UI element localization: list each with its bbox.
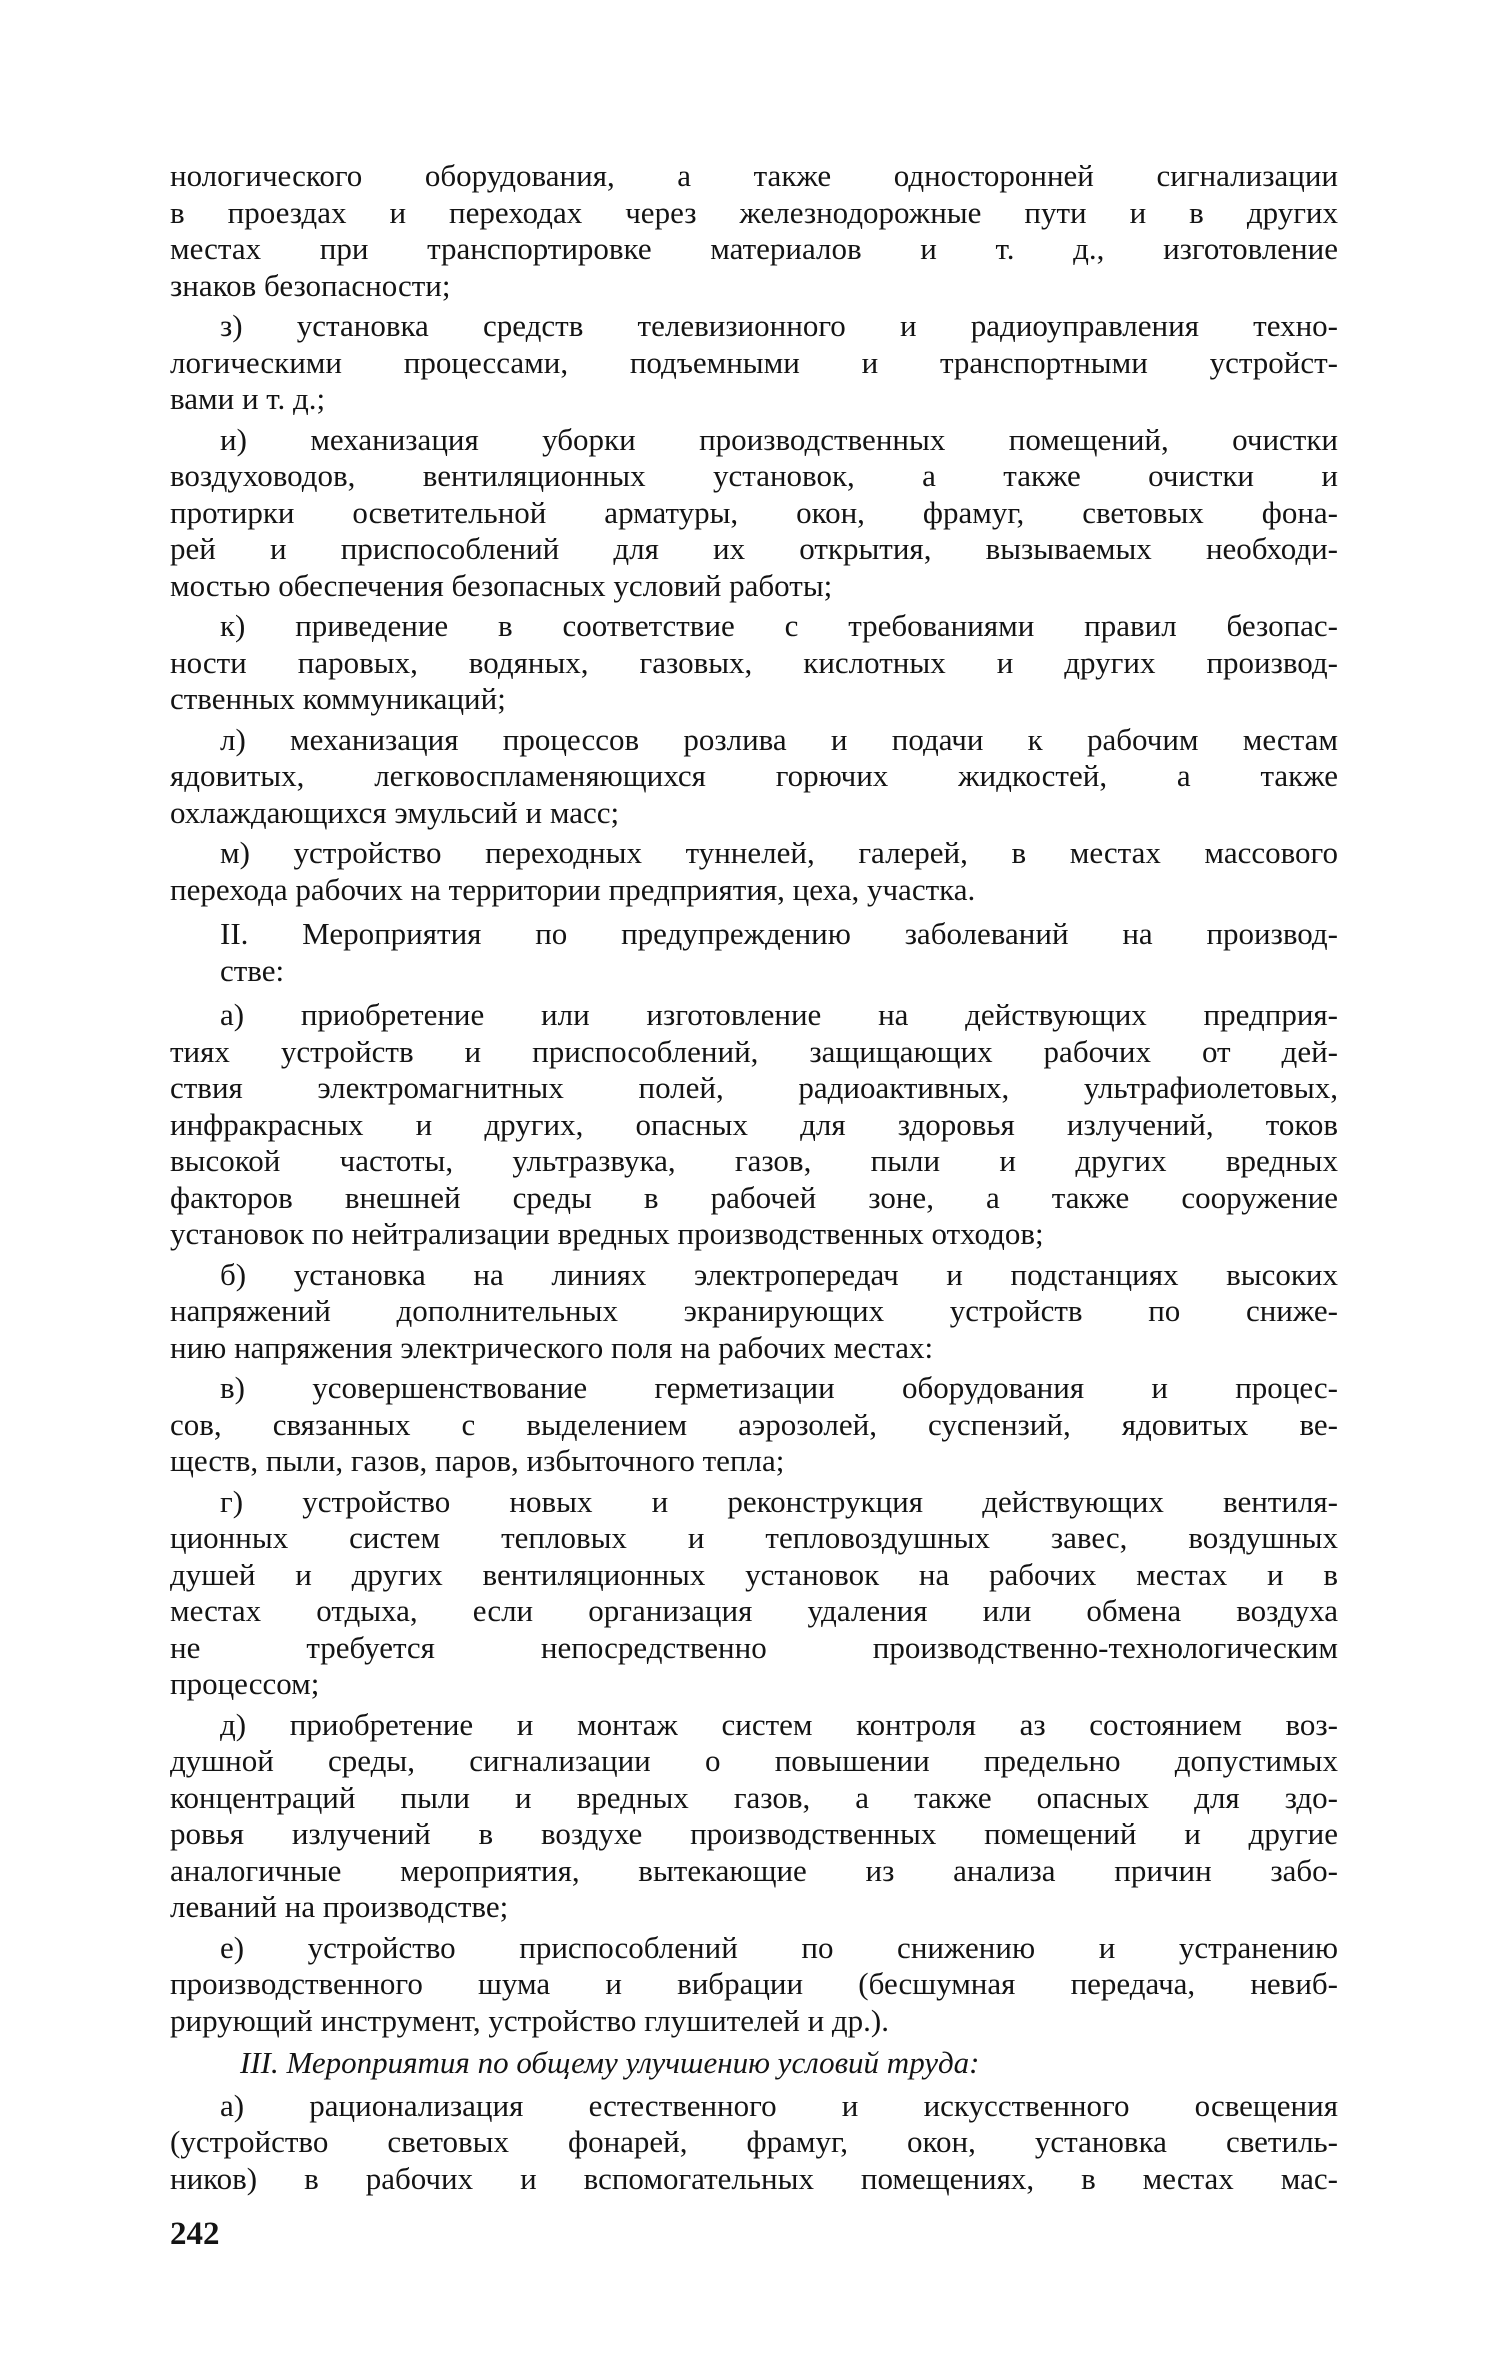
text-line: не требуется непосредственно производственно-технологическим — [170, 1629, 1338, 1665]
list-item-k — [170, 608, 1338, 718]
text-line: сов, связанных с выделением аэрозолей, суспензий, ядовитых ве- — [170, 1406, 1338, 1442]
text-line: ровья излучений в воздухе производственных помещений и другие — [170, 1816, 1338, 1851]
heading-line: II. Мероприятия по предупреждению заболеваний на производ- — [220, 916, 1338, 951]
text-line: л) механизация процессов розлива и подачи к рабочим местам — [220, 721, 1338, 757]
text-line: тиях устройств и приспособлений, защищающих рабочих от дей- — [170, 1033, 1338, 1069]
text-line: установок по нейтрализации вредных производственных отходов; — [170, 1216, 1044, 1251]
text-line: вами и т. д.; — [170, 381, 326, 416]
text-line: и) механизация уборки производственных помещений, очистки — [220, 421, 1338, 457]
list-item-i — [170, 422, 1338, 605]
paragraph-continued — [170, 158, 1338, 304]
list-item-g — [170, 1484, 1338, 1703]
text-line: рей и приспособлений для их открытия, вызываемых необходи- — [170, 531, 1338, 566]
text-line: знаков безопасности; — [170, 267, 451, 303]
text-line: ности паровых, водяных, газовых, кислотных и других производ- — [170, 644, 1338, 680]
text-line: охлаждающихся эмульсий и масс; — [170, 794, 620, 830]
text-line: нию напряжения электрического поля на рабочих местах: — [170, 1329, 934, 1365]
text-line: протирки осветительной арматуры, окон, фрамуг, световых фона- — [170, 494, 1338, 530]
text-line: логическими процессами, подъемными и транспортными устройст- — [170, 344, 1338, 380]
heading-line: стве: — [220, 952, 285, 988]
section-heading-iii — [170, 2045, 1338, 2082]
text-line: рирующий инструмент, устройство глушителей и др.). — [170, 2002, 890, 2038]
text-line: местах при транспортировке материалов и т. д., изготовление — [170, 231, 1338, 266]
text-line: ществ, пыли, газов, паров, избыточного тепла; — [170, 1443, 785, 1478]
list-item-d — [170, 1707, 1338, 1926]
list-item-m — [170, 835, 1338, 908]
text-line: мостью обеспечения безопасных условий работы; — [170, 567, 833, 603]
text-line: а) приобретение или изготовление на действующих предприя- — [220, 997, 1338, 1032]
text-line: (устройство световых фонарей, фрамуг, окон, установка светиль- — [170, 2124, 1338, 2159]
heading-line: III. Мероприятия по общему улучшению условий труда: — [240, 2045, 980, 2080]
text-line: д) приобретение и монтаж систем контроля аз состоянием воз- — [220, 1706, 1338, 1742]
text-line: ствия электромагнитных полей, радиоактивных, ультрафиолетовых, — [170, 1070, 1338, 1105]
text-line: инфракрасных и других, опасных для здоровья излучений, токов — [170, 1106, 1338, 1142]
text-line: высокой частоты, ультразвука, газов, пыли и других вредных — [170, 1143, 1338, 1178]
text-line: в проездах и переходах через железнодорожные пути и в других — [170, 194, 1338, 230]
text-line: е) устройство приспособлений по снижению и устранению — [220, 1929, 1338, 1965]
text-line: з) установка средств телевизионного и радиоуправления техно- — [220, 308, 1338, 343]
text-line: ционных систем тепловых и тепловоздушных завес, воздушных — [170, 1520, 1338, 1555]
list-item-a — [170, 997, 1338, 1253]
text-line: в) усовершенствование герметизации оборудования и процес- — [220, 1370, 1338, 1405]
list-item-a-iii — [170, 2088, 1338, 2198]
text-line: м) устройство переходных туннелей, галерей, в местах массового — [220, 835, 1338, 870]
text-line: факторов внешней среды в рабочей зоне, а также сооружение — [170, 1179, 1338, 1215]
text-line: аналогичные мероприятия, вытекающие из анализа причин забо- — [170, 1852, 1338, 1888]
text-line: душной среды, сигнализации о повышении предельно допустимых — [170, 1743, 1338, 1778]
text-line: местах отдыха, если организация удаления или обмена воздуха — [170, 1593, 1338, 1628]
text-line: воздуховодов, вентиляционных установок, а также очистки и — [170, 458, 1338, 493]
text-line: нологического оборудования, а также односторонней сигнализации — [170, 158, 1338, 193]
list-item-v — [170, 1370, 1338, 1480]
text-line: напряжений дополнительных экранирующих устройств по сниже- — [170, 1293, 1338, 1328]
text-line: ников) в рабочих и вспомогательных помещениях, в местах мас- — [170, 2160, 1338, 2196]
document-page — [170, 158, 1338, 2201]
page-number: 242 — [170, 2216, 220, 2252]
text-line: а) рационализация естественного и искусственного освещения — [220, 2087, 1338, 2123]
text-line: г) устройство новых и реконструкция действующих вентиля- — [220, 1483, 1338, 1519]
text-line: процессом; — [170, 1666, 320, 1701]
list-item-b — [170, 1257, 1338, 1367]
text-line: перехода рабочих на территории предприятия, цеха, участка. — [170, 871, 976, 907]
text-line: леваний на производстве; — [170, 1889, 509, 1924]
list-item-e — [170, 1930, 1338, 2040]
text-line: к) приведение в соответствие с требованиями правил безопас- — [220, 608, 1338, 643]
text-line: производственного шума и вибрации (бесшумная передача, невиб- — [170, 1966, 1338, 2001]
list-item-l — [170, 722, 1338, 832]
list-item-z — [170, 308, 1338, 418]
text-line: концентраций пыли и вредных газов, а также опасных для здо- — [170, 1779, 1338, 1815]
text-line: ядовитых, легковоспламеняющихся горючих жидкостей, а также — [170, 758, 1338, 793]
text-line: б) установка на линиях электропередач и подстанциях высоких — [220, 1256, 1338, 1292]
text-line: душей и других вентиляционных установок на рабочих местах и в — [170, 1556, 1338, 1592]
text-line: ственных коммуникаций; — [170, 681, 506, 716]
section-heading-ii — [170, 916, 1338, 989]
